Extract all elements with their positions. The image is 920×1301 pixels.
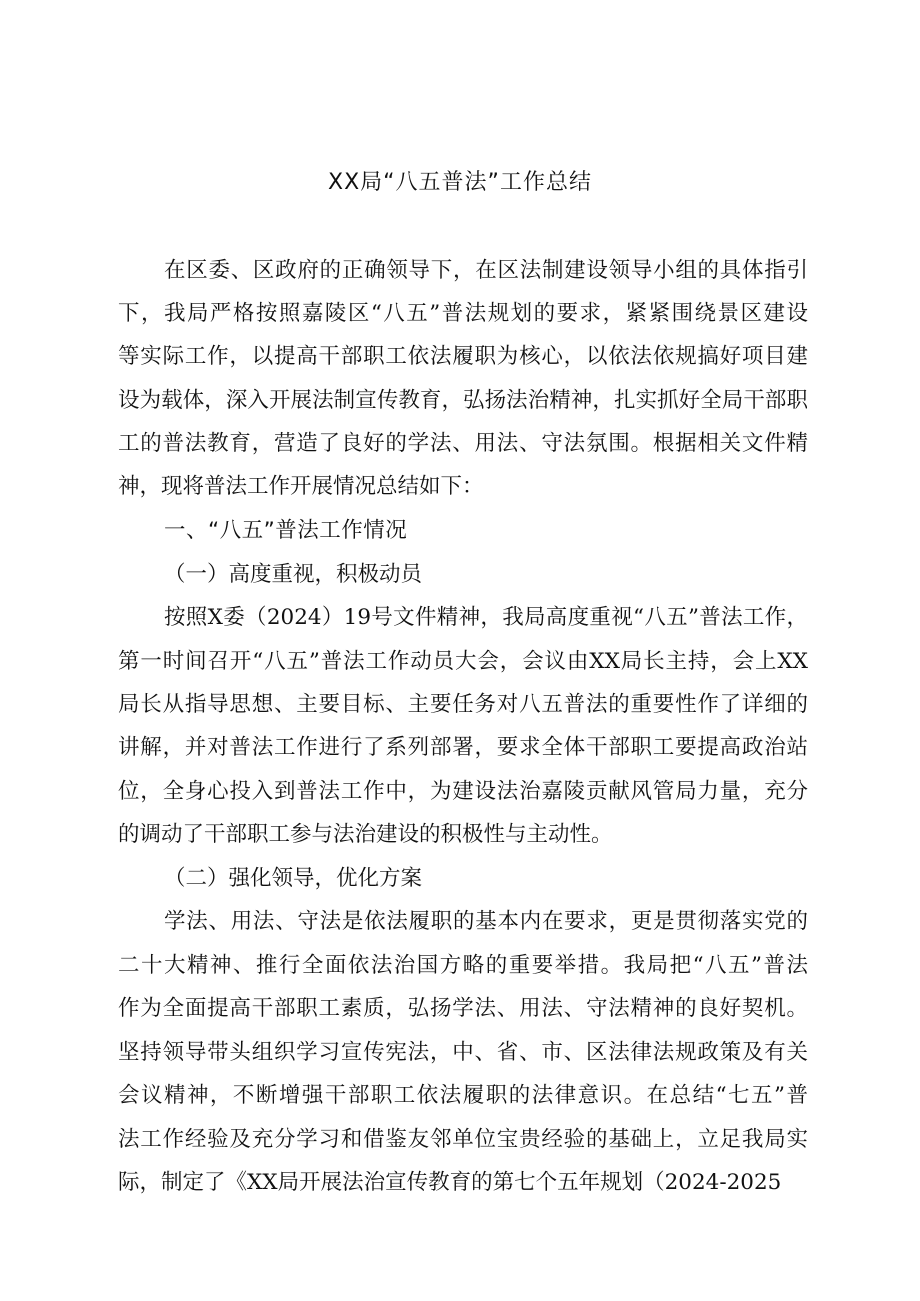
paragraph-line: 法工作经验及充分学习和借鉴友邻单位宝贵经验的基础上，立足我局实: [118, 1127, 808, 1152]
paragraph-line: 在区委、区政府的正确领导下，在区法制建设领导小组的具体指引: [164, 258, 808, 283]
paragraph-line: 按照X委（2024）19号文件精神，我局高度重视“八五”普法工作，: [164, 605, 808, 630]
paragraph-line: 局长从指导思想、主要目标、主要任务对八五普法的重要性作了详细的: [118, 692, 808, 717]
paragraph-line: 等实际工作，以提高干部职工依法履职为核心，以依法依规搞好项目建: [118, 344, 808, 369]
paragraph-line: 的调动了干部职工参与法治建设的积极性与主动性。: [118, 822, 613, 847]
subsection-heading: （二）强化领导，优化方案: [164, 866, 423, 891]
paragraph-line: 际，制定了《XX局开展法治宣传教育的第七个五年规划（2024-2025: [118, 1170, 782, 1195]
subsection-heading: （一）高度重视，积极动员: [164, 562, 423, 587]
document-title: XX局“八五普法”工作总结: [328, 170, 592, 195]
paragraph-line: 坚持领导带头组织学习宣传宪法，中、省、市、区法律法规政策及有关: [118, 1040, 808, 1065]
paragraph-line: 下，我局严格按照嘉陵区“八五”普法规划的要求，紧紧围绕景区建设: [118, 301, 808, 326]
paragraph-line: 作为全面提高干部职工素质，弘扬学法、用法、守法精神的良好契机。: [118, 996, 808, 1021]
section-heading: 一、“八五”普法工作情况: [164, 518, 408, 543]
paragraph-line: 讲解，并对普法工作进行了系列部署，要求全体干部职工要提高政治站: [118, 735, 808, 760]
paragraph-line: 会议精神，不断增强干部职工依法履职的法律意识。在总结“七五”普: [118, 1083, 808, 1108]
paragraph-line: 设为载体，深入开展法制宣传教育，弘扬法治精神，扎实抓好全局干部职: [118, 388, 808, 413]
paragraph-line: 学法、用法、守法是依法履职的基本内在要求，更是贯彻落实党的: [164, 909, 808, 934]
paragraph-line: 工的普法教育，营造了良好的学法、用法、守法氛围。根据相关文件精: [118, 431, 808, 456]
paragraph-line: 神，现将普法工作开展情况总结如下：: [118, 474, 484, 499]
paragraph-line: 位，全身心投入到普法工作中，为建设法治嘉陵贡献风管局力量，充分: [118, 779, 808, 804]
paragraph-line: 二十大精神、推行全面依法治国方略的重要举措。我局把“八五”普法: [118, 953, 808, 978]
paragraph-line: 第一时间召开“八五”普法工作动员大会，会议由XX局长主持，会上XX: [118, 649, 808, 674]
